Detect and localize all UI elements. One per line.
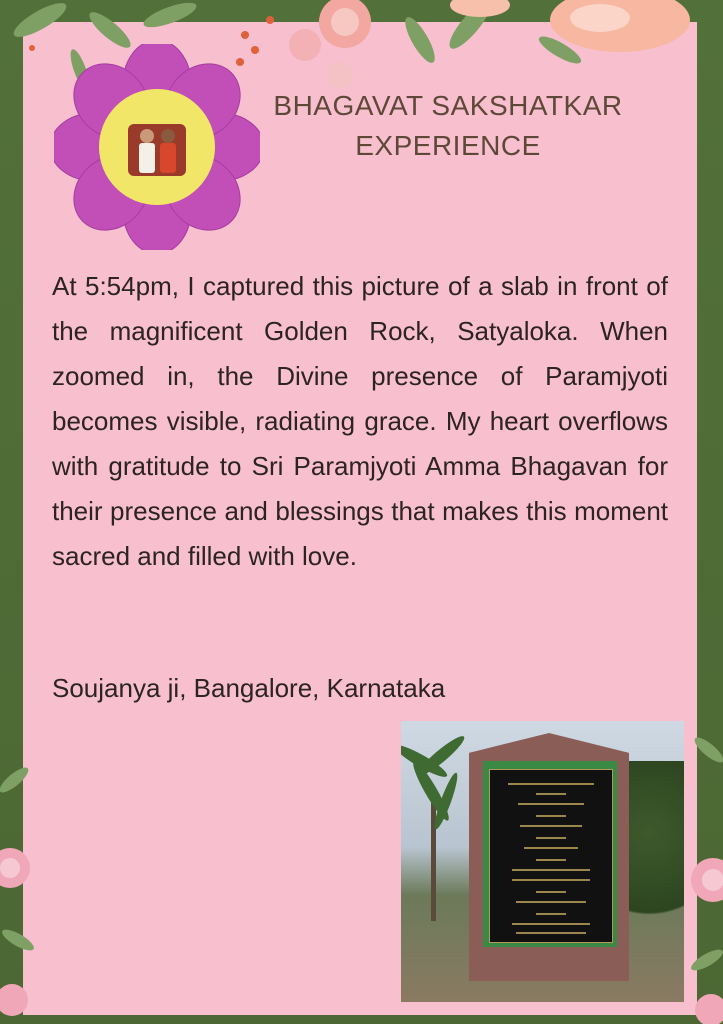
- inscription-lines-icon: [490, 770, 612, 942]
- left-floral-border: [0, 760, 40, 1024]
- title-line-2: EXPERIENCE: [355, 130, 541, 161]
- testimony-paragraph: At 5:54pm, I captured this picture of a slab in front of the magnificent Golden Rock, Satyaloka. When zoomed in, the Divine presence of Paramjyoti becomes visible, radiating grace. My heart overflows with gratitude to Sri Paramjyoti Amma Bhagavan for their presence and blessings that makes this moment sacred and filled with love.: [52, 271, 668, 571]
- logo-center-circle: [99, 89, 215, 205]
- couple-portrait-icon: [122, 112, 192, 182]
- author-signature: Soujanya ji, Bangalore, Karnataka: [52, 673, 446, 703]
- page-title: [248, 86, 648, 166]
- palm-tree-icon: [401, 721, 471, 921]
- slab-inscription-plate: [489, 769, 613, 943]
- title-line-1: BHAGAVAT SAKSHATKAR: [273, 90, 623, 121]
- right-floral-border: [683, 720, 723, 1024]
- slab-photo: [401, 721, 684, 1002]
- logo-flower: [54, 44, 260, 250]
